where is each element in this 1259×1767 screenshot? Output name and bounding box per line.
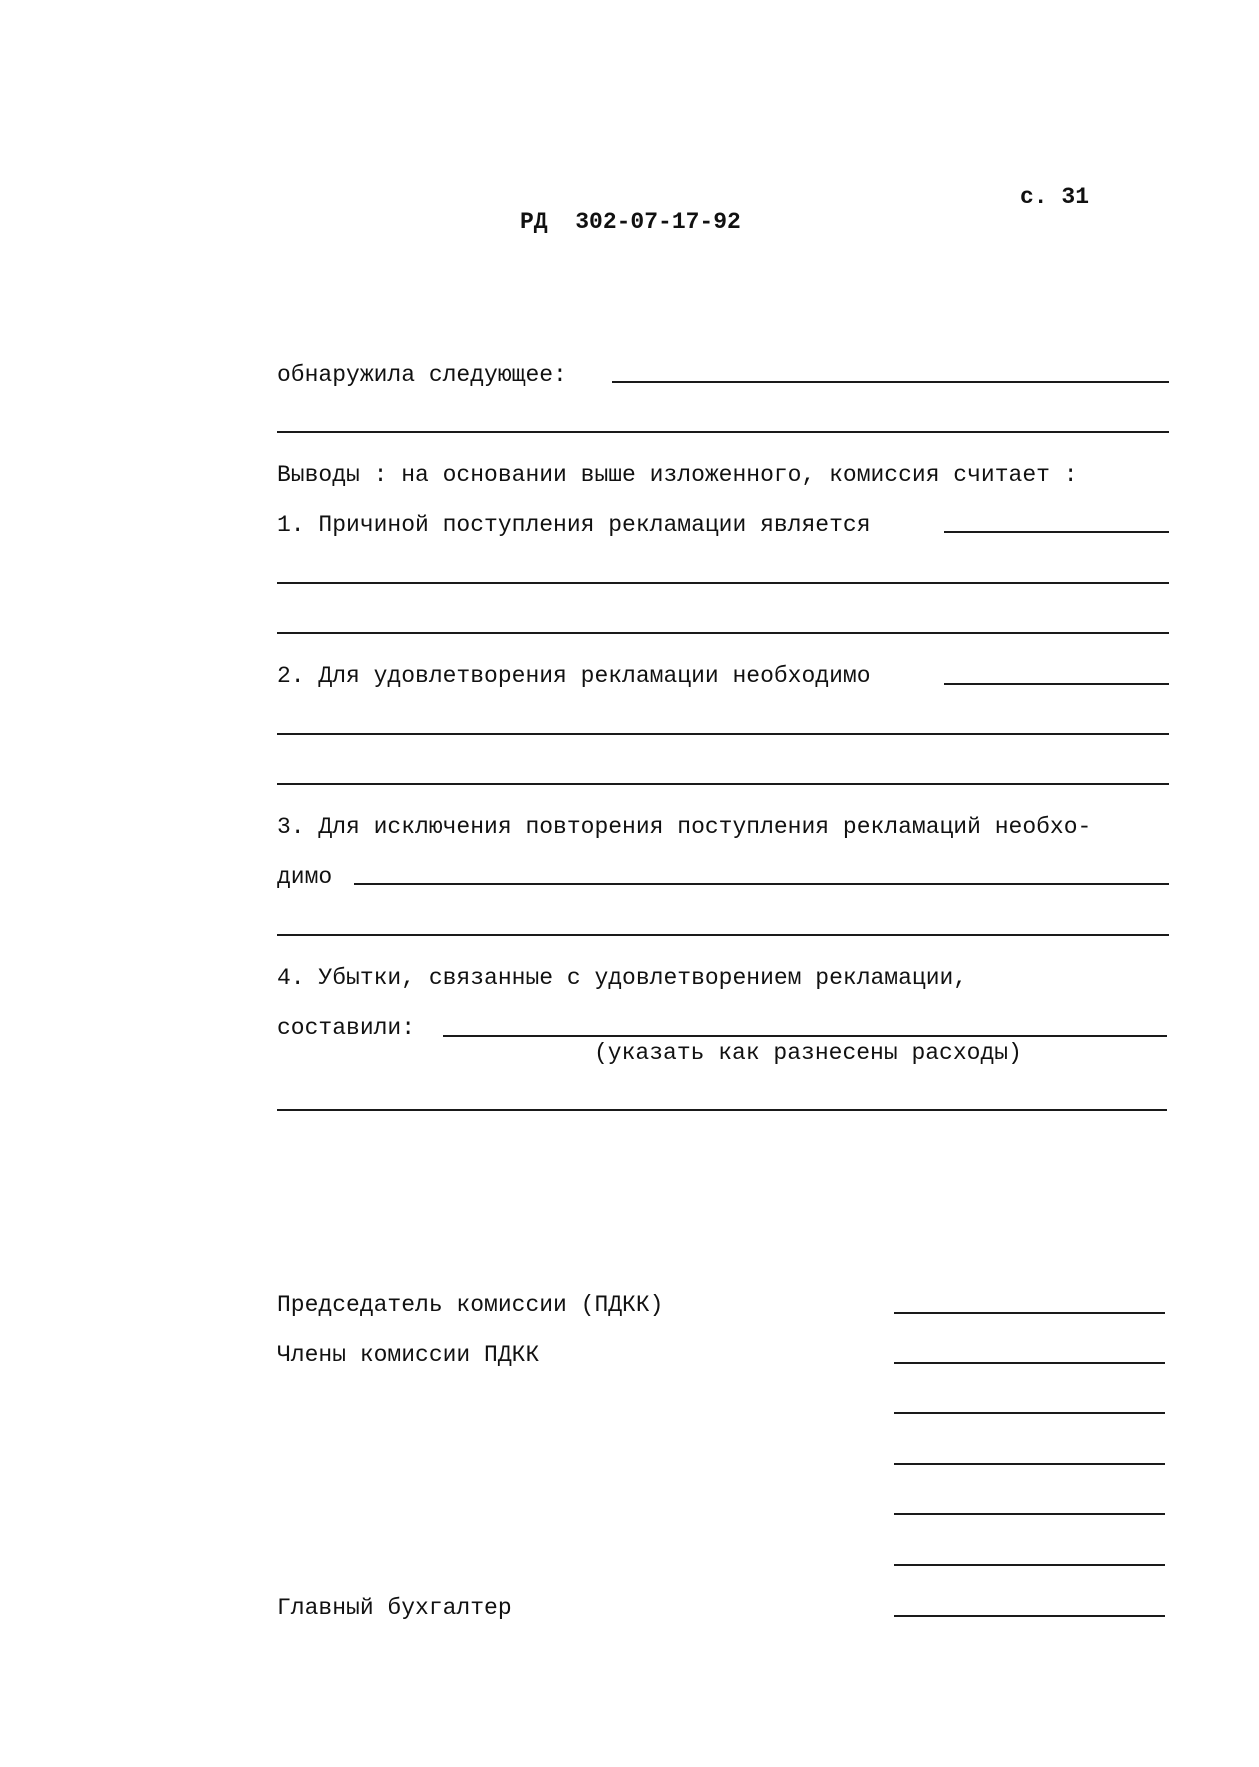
item-4-text: 4. Убытки, связанные с удовлетворением рекламации, <box>277 965 968 991</box>
item-3-text-cont: димо <box>277 864 333 890</box>
item-2-text: 2. Для удовлетворения рекламации необходимо <box>277 663 871 689</box>
item-3-fill-line-2 <box>277 934 1169 936</box>
member-signature-line <box>894 1463 1165 1465</box>
item-3-text: 3. Для исключения повторения поступления рекламаций необхо- <box>277 814 1092 840</box>
item-2-fill-line-2 <box>277 733 1169 735</box>
chairman-label: Председатель комиссии (ПДКК) <box>277 1292 664 1318</box>
member-signature-line <box>894 1412 1165 1414</box>
item-4-fill-line <box>443 1035 1167 1037</box>
item-3-fill-line <box>354 883 1169 885</box>
item-4-fill-line-2 <box>277 1109 1167 1111</box>
found-fill-line <box>612 381 1169 383</box>
conclusions-text: Выводы : на основании выше изложенного, комиссия считает : <box>277 462 1078 488</box>
member-signature-line <box>894 1362 1165 1364</box>
item-1-fill-line <box>944 531 1169 533</box>
accountant-label: Главный бухгалтер <box>277 1595 512 1621</box>
item-4-text-cont: составили: <box>277 1015 416 1041</box>
item-2-fill-line-3 <box>277 783 1169 785</box>
item-1-text: 1. Причиной поступления рекламации является <box>277 512 871 538</box>
member-signature-line <box>894 1513 1165 1515</box>
item-1-fill-line-3 <box>277 632 1169 634</box>
found-label: обнаружила следующее: <box>277 362 567 388</box>
found-fill-line-2 <box>277 431 1169 433</box>
accountant-signature-line <box>894 1615 1165 1617</box>
members-label: Члены комиссии ПДКК <box>277 1342 540 1368</box>
document-code: РД 302-07-17-92 <box>520 209 741 235</box>
chairman-signature-line <box>894 1312 1165 1314</box>
item-1-fill-line-2 <box>277 582 1169 584</box>
page-number: с. 31 <box>1020 184 1090 210</box>
item-2-fill-line <box>944 683 1169 685</box>
member-signature-line <box>894 1564 1165 1566</box>
item-4-hint: (указать как разнесены расходы) <box>594 1040 1022 1066</box>
